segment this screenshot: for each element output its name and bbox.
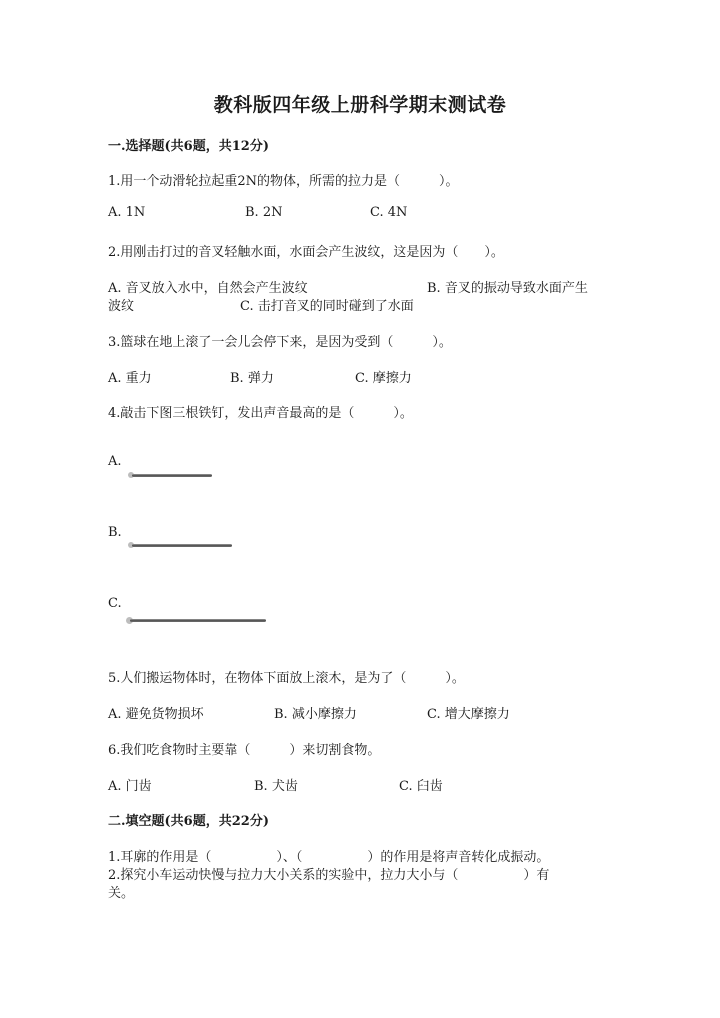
question-4: 4.敲击下图三根铁钉，发出声音最高的是（ ）。 — [108, 406, 413, 421]
q4-label-a: A. — [108, 454, 122, 469]
nail-a-shaft — [132, 474, 212, 477]
question-1: 1.用一个动滑轮拉起重2N的物体，所需的拉力是（ ）。 — [108, 174, 459, 189]
q4-label-b: B. — [108, 525, 122, 540]
q2-option-a: A. 音叉放入水中，自然会产生波纹 — [108, 281, 308, 296]
q6-option-c: C. 臼齿 — [399, 779, 443, 794]
question-3: 3.篮球在地上滚了一会儿会停下来，是因为受到（ ）。 — [108, 335, 452, 350]
q2-option-b: B. 音叉的振动导致水面产生 — [427, 281, 588, 296]
question-5: 5.人们搬运物体时，在物体下面放上滚木，是为了（ ）。 — [108, 671, 465, 686]
nail-c-image — [126, 616, 268, 626]
nail-a-image — [128, 471, 214, 481]
q2-option-c: C. 击打音叉的同时碰到了水面 — [240, 299, 414, 314]
q6-option-b: B. 犬齿 — [254, 779, 298, 794]
fill-question-2: 2.探究小车运动快慢与拉力大小关系的实验中，拉力大小与（ ）有 — [108, 868, 550, 883]
fill-question-1: 1.耳廓的作用是（ ）、（ ）的作用是将声音转化成振动。 — [108, 850, 550, 865]
q5-option-a: A. 避免货物损坏 — [108, 707, 204, 722]
question-6: 6.我们吃食物时主要靠（ ）来切割食物。 — [108, 743, 381, 758]
nail-b-image — [128, 541, 234, 551]
page-title: 教科版四年级上册科学期末测试卷 — [213, 94, 507, 116]
nail-c-shaft — [130, 619, 266, 622]
q3-option-b: B. 弹力 — [230, 371, 274, 386]
q3-option-c: C. 摩擦力 — [355, 371, 412, 386]
q3-option-a: A. 重力 — [108, 371, 152, 386]
q6-option-a: A. 门齿 — [108, 779, 152, 794]
q5-option-b: B. 减小摩擦力 — [274, 707, 357, 722]
q1-option-c: C. 4N — [370, 205, 408, 220]
q5-option-c: C. 增大摩擦力 — [427, 707, 510, 722]
q4-label-c: C. — [108, 596, 122, 611]
q1-option-b: B. 2N — [245, 205, 283, 220]
q2-option-b-wrap: 波纹 — [108, 299, 135, 314]
nail-b-shaft — [132, 544, 232, 547]
section-2-header: 二.填空题(共6题，共22分) — [108, 814, 269, 829]
question-2: 2.用刚击打过的音叉轻触水面，水面会产生波纹，这是因为（ ）。 — [108, 245, 504, 260]
fill-question-2-wrap: 关。 — [108, 886, 135, 901]
section-1-header: 一.选择题(共6题，共12分) — [108, 139, 269, 154]
q1-option-a: A. 1N — [108, 205, 146, 220]
